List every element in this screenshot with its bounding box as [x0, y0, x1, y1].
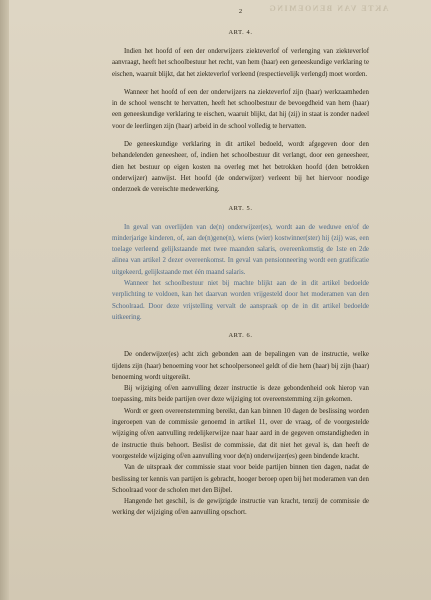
- page-binding-edge: [0, 0, 9, 600]
- article-5-paragraph-1: In geval van overlijden van de(n) onderwijzer(es), wordt aan de weduwe en/of de minderjarige kinderen, of, aan de(n)gene(n), wiens (wier) kostwinner(ster) hij (zij) was, een toelage verleend gelijkstaande met twee maanden salaris, overeenkomstig de 1ste en 2de alinea van artikel 2 dezer overeenkomst. In geval van pensionneering wordt een gratificatie uitgekeerd, gelijkstaande met één maand salaris.: [112, 223, 369, 276]
- article-4-heading: ART. 4.: [228, 29, 253, 36]
- article-5-paragraph-2: Wanneer het schoolbestuur niet bij machte blijkt aan de in dit artikel bedoelde verplichting te voldoen, kan het daarvan worden vrijgesteld door het moderamen van den Schoolraad. Door deze vrijstelling vervalt de aanspraak op de in dit artikel bedoelde uitkeering.: [112, 280, 369, 321]
- article-6-paragraph-5: Hangende het geschil, is de gewijzigde instructie van kracht, tenzij de commissie de werking der wijziging of/en aanvulling opschort.: [112, 498, 369, 517]
- article-6-paragraph-1: De onderwijzer(es) acht zich gebonden aan de bepalingen van de instructie, welke tijdens zijn (haar) benoeming voor het schoolpersoneel geldt of die hem (haar) bij zijn (haar) benoeming wordt uitgereikt.: [112, 351, 369, 381]
- bleed-through-title: AKTE VAN BENOEMING: [268, 4, 389, 13]
- article-5-heading: ART. 5.: [228, 204, 253, 212]
- article-4-paragraph-3: De geneeskundige verklaring in dit artikel bedoeld, wordt afgegeven door den behandelenden geneesheer, of, indien het schoolbestuur dit verlangt, door een geneesheer, dien het bestuur op eigen kosten na overleg met het betrokken hoofd (den betrokken onderwijzer) aanwijst. Het hoofd (de onderwijzer) verleent bij het hiervoor noodige onderzoek de vereischte medewerking.: [112, 141, 369, 194]
- article-6-paragraph-2: Bij wijziging of/en aanvulling dezer instructie is deze gebondenheid ook hierop van toepassing, mits beide partijen over deze wijziging tot overeenstemming zijn gekomen.: [112, 385, 369, 404]
- article-6-heading: ART. 6.: [228, 332, 253, 340]
- article-6-paragraph-3: Wordt er geen overeenstemming bereikt, dan kan binnen 10 dagen de beslissing worden ingeroepen van de commissie genoemd in artikel 11, over de vraag, of de voorgestelde wijziging of/en aanvulling redelijkerwijze naar haar aard in de gegeven omstandigheden in de instructie thuis behoort. Beslist de commissie, dat dit niet het geval is, dan heeft de voorgestelde wijziging of/en aanvulling voor de(n) onderwijzer(es) geen bindende kracht.: [112, 407, 369, 460]
- article-4-paragraph-1: Indien het hoofd of een der onderwijzers ziekteverlof of verlenging van ziekteverlof aanvraagt, heeft het schoolbestuur het recht, van hem (haar) een geneeskundige verklaring te eischen, waaruit blijkt, dat het ziekteverlof verleend (respectievelijk verlengd) moet worden.: [112, 48, 369, 78]
- article-6-paragraph-4: Van de uitspraak der commissie staat voor beide partijen binnen tien dagen, nadat de beslissing ter kennis van partijen is gebracht, hooger beroep open bij het moderamen van den Schoolraad voor de scholen met den Bijbel.: [112, 464, 369, 494]
- article-4-paragraph-2: Wanneer het hoofd of een der onderwijzers na ziekteverlof zijn (haar) werkzaamheden in de school wenscht te hervatten, heeft het schoolbestuur de bevoegdheid van hem (haar) een geneeskundige verklaring te eischen, waaruit blijkt, dat hij (zij) in staat is zonder nadeel voor de leerlingen zijn (haar) arbeid in de school volledig te hervatten.: [112, 88, 369, 130]
- page-number: 2: [238, 8, 243, 15]
